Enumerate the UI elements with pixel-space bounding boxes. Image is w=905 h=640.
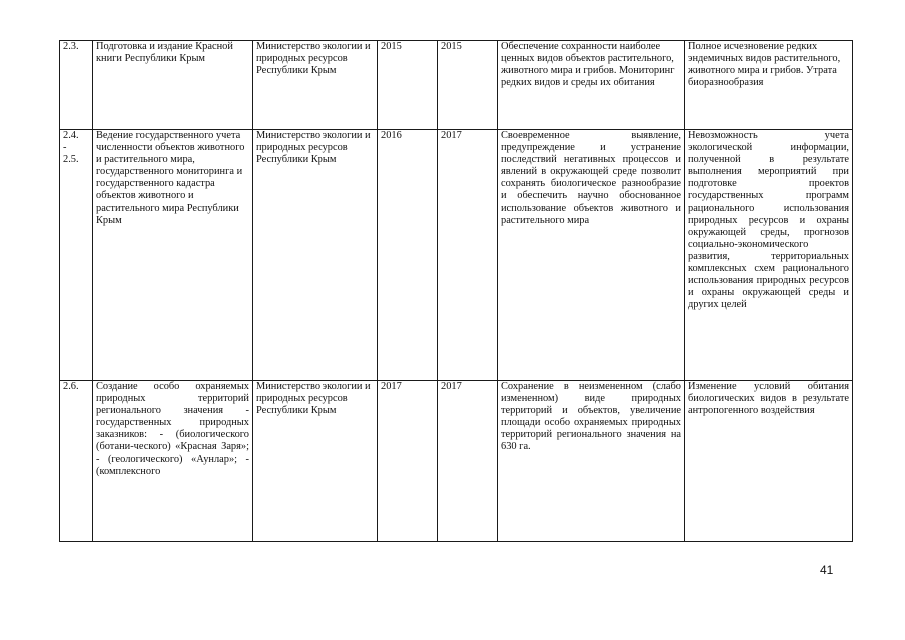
table-row	[60, 130, 853, 381]
year-end-cell: 2017	[438, 130, 498, 381]
table-row	[60, 381, 853, 542]
measures-table	[59, 40, 853, 542]
row-number: 2.6.	[60, 381, 93, 542]
row-number-line: 2.5.	[63, 154, 79, 166]
year-start-cell: 2017	[378, 381, 438, 542]
consequence-cell: Изменение условий обитания биологических видов в результате антропогенного воздействия	[685, 381, 853, 542]
year-end-cell: 2017	[438, 381, 498, 542]
consequence-cell: Полное исчезновение редких эндемичных видов растительного, животного мира и грибов. Утрата биоразнообразия	[685, 41, 853, 130]
row-number	[60, 130, 93, 381]
result-cell: Обеспечение сохранности наиболее ценных видов объектов растительного, животного мира и грибов. Мониторинг редких видов и среды их обитания	[498, 41, 685, 130]
row-number-line: -	[63, 142, 67, 154]
measure-cell: Подготовка и издание Красной книги Республики Крым	[93, 41, 253, 130]
result-cell: Своевременное выявление, предупреждение и устранение последствий негативных процессов и явлений в окружающей среде позволит сохранять биологическое разнообразие и обеспечить научно обоснованное использование объектов животного и растительного мира	[498, 130, 685, 381]
executor-cell: Министерство экологии и природных ресурсов Республики Крым	[253, 41, 378, 130]
measure-cell: Создание особо охраняемых природных территорий регионального значения - государственных природных заказников: - (биологического (ботани-ческого) «Красная Заря»; - (геологического) «Аунлар»; - (комплексного	[93, 381, 253, 542]
row-number-line: 2.4.	[63, 130, 79, 141]
year-start-cell: 2015	[378, 41, 438, 130]
measure-cell: Ведение государственного учета численности объектов животного и растительного мира, государственного мониторинга и государственного кадастра объектов животного и растительного мира Республики Крым	[93, 130, 253, 381]
executor-cell: Министерство экологии и природных ресурсов Республики Крым	[253, 381, 378, 542]
year-start-cell: 2016	[378, 130, 438, 381]
page-number: 41	[820, 563, 834, 577]
executor-cell: Министерство экологии и природных ресурсов Республики Крым	[253, 130, 378, 381]
year-end-cell: 2015	[438, 41, 498, 130]
result-cell: Сохранение в неизмененном (слабо измененном) виде природных территорий и объектов, увеличение площади особо охраняемых природных территорий регионального значения на 630 га.	[498, 381, 685, 542]
consequence-cell: Невозможность учета экологической информации, полученной в результате выполнения мероприятий при подготовке проектов государственных программ рационального использования природных ресурсов и охраны окружающей среды, прогнозов социально-экономического развития, территориальных комплексных схем рационального использования природных ресурсов и охраны окружающей среды и других целей	[685, 130, 853, 381]
row-number: 2.3.	[60, 41, 93, 130]
table-row	[60, 41, 853, 130]
